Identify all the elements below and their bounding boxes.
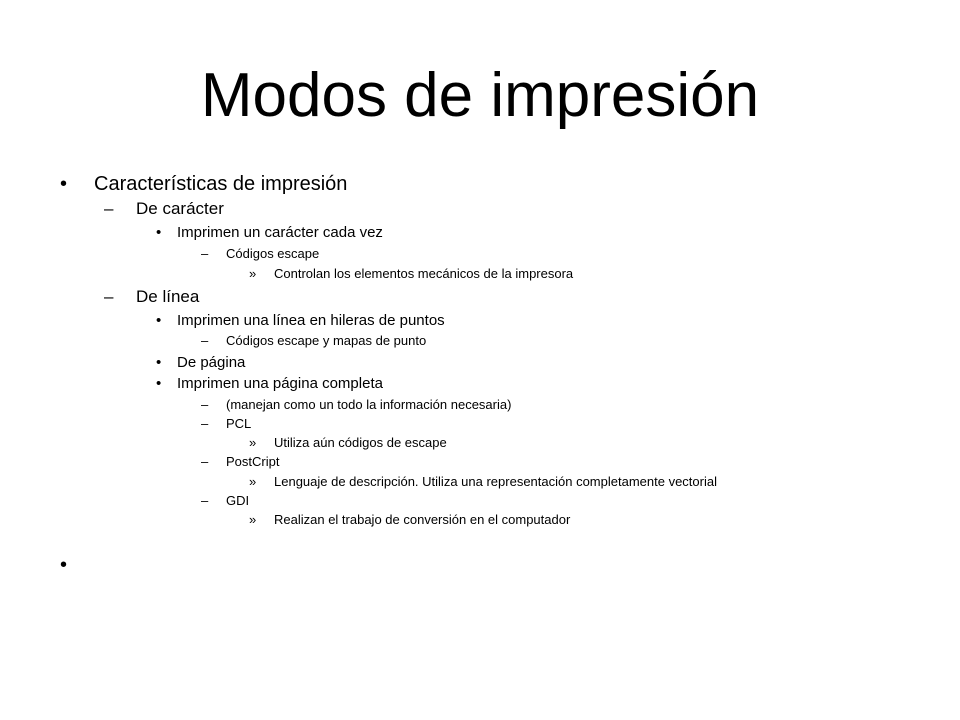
bullet-marker: • bbox=[156, 375, 162, 392]
dash-marker: – bbox=[201, 246, 209, 261]
dash-marker: – bbox=[201, 397, 209, 412]
bullet-marker: • bbox=[60, 554, 68, 576]
slide-title: Modos de impresión bbox=[200, 61, 760, 130]
dash-marker: – bbox=[201, 493, 209, 508]
raquo-marker: » bbox=[249, 435, 257, 450]
bullet-text: Controlan los elementos mecánicos de la impresora bbox=[274, 266, 574, 281]
bullet-text: Utiliza aún códigos de escape bbox=[274, 435, 447, 450]
raquo-marker: » bbox=[249, 266, 257, 281]
bullet-marker: • bbox=[156, 224, 162, 241]
dash-marker: – bbox=[104, 199, 114, 218]
bullet-text: De carácter bbox=[136, 199, 224, 218]
bullet-marker: • bbox=[156, 312, 162, 329]
bullet-text: (manejan como un todo la información necesaria) bbox=[226, 397, 512, 412]
dash-marker: – bbox=[201, 416, 209, 431]
bullet-text: Lenguaje de descripción. Utiliza una representación completamente vectorial bbox=[274, 474, 717, 489]
bullet-text: PostCript bbox=[226, 454, 280, 469]
bullet-text: PCL bbox=[226, 416, 252, 431]
raquo-marker: » bbox=[249, 512, 257, 527]
bullet-text: Características de impresión bbox=[94, 173, 348, 195]
dash-marker: – bbox=[104, 287, 114, 306]
bullet-text: De línea bbox=[136, 287, 200, 306]
bullet-text: Imprimen una página completa bbox=[177, 375, 383, 392]
bullet-text: Imprimen un carácter cada vez bbox=[177, 224, 383, 241]
bullet-text: De página bbox=[177, 354, 246, 371]
dash-marker: – bbox=[201, 333, 209, 348]
dash-marker: – bbox=[201, 454, 209, 469]
bullet-text: Realizan el trabajo de conversión en el computador bbox=[274, 512, 571, 527]
raquo-marker: » bbox=[249, 474, 257, 489]
bullet-marker: • bbox=[60, 173, 68, 195]
bullet-text: Imprimen una línea en hileras de puntos bbox=[177, 312, 445, 329]
bullet-text: GDI bbox=[226, 493, 250, 508]
bullet-text: Códigos escape y mapas de punto bbox=[226, 333, 427, 348]
bullet-marker: • bbox=[156, 354, 162, 371]
bullet-text: Códigos escape bbox=[226, 246, 320, 261]
